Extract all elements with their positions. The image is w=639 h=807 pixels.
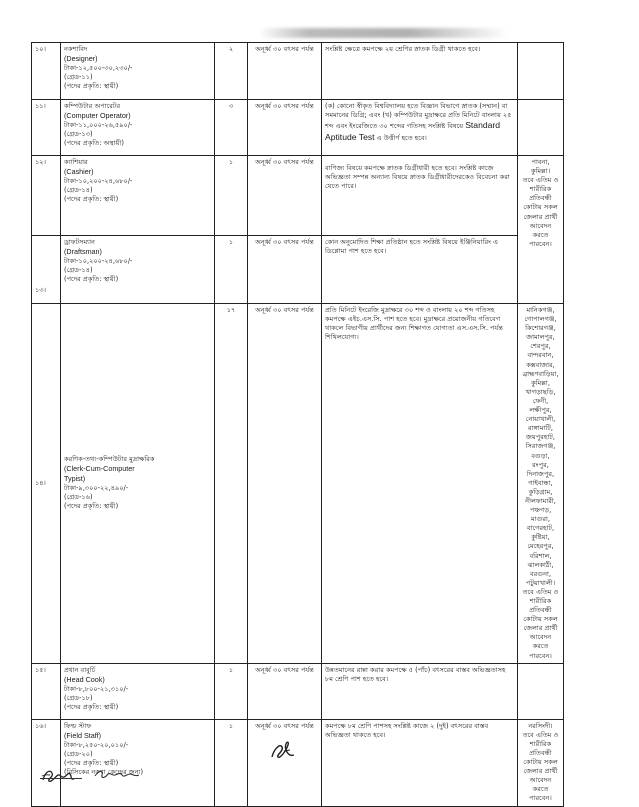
post-name-english: (Clerk-Cum-Computer bbox=[64, 464, 135, 474]
post-name-english-cont: Typist) bbox=[64, 474, 86, 484]
post-nature: (পদের প্রকৃতি: স্থায়ী) bbox=[64, 275, 119, 284]
post-count: ৩ bbox=[215, 100, 248, 156]
post-name-english: (Field Staff) bbox=[64, 730, 102, 740]
district-line: গাইবান্ধা, কুড়িগ্রাম, bbox=[528, 478, 553, 496]
table-row bbox=[32, 236, 564, 304]
district-line: জেলার প্রার্থী bbox=[523, 624, 558, 633]
district-line: নীলফামারী, পঞ্চগড়, bbox=[525, 496, 556, 515]
post-name-english: (Cashier) bbox=[64, 167, 94, 177]
grade: (গ্রেড-১৪) bbox=[64, 266, 93, 275]
serial-number: ১৬। bbox=[32, 719, 61, 806]
post-name-english: (Head Cook) bbox=[64, 674, 105, 684]
post-cell bbox=[61, 43, 215, 100]
post-nature: (পদের প্রকৃতি: স্থায়ী) bbox=[64, 758, 119, 767]
district-line: কক্সবাজার, bbox=[526, 360, 555, 369]
district-line: গোপালগঞ্জ, bbox=[524, 315, 557, 324]
post-count: ১ bbox=[215, 663, 248, 719]
district-line: পারবেন। bbox=[529, 651, 552, 660]
post-nature: (পদের প্রকৃতি: স্থায়ী) bbox=[64, 502, 119, 511]
district-line: বরিশাল, ঝালকাঠী, bbox=[527, 551, 554, 569]
post-name: করণিক-তথ্য-কম্পিউটার মুদ্রাক্ষরিক bbox=[64, 455, 155, 464]
age-limit: অনূর্ধ্ব ৩০ বৎসর পর্যন্ত bbox=[248, 100, 322, 156]
district-line: জেলার প্রার্থী bbox=[523, 212, 558, 221]
district-line: কুমিল্লা, খাগড়াছড়ি, bbox=[525, 378, 556, 396]
qualification: বাণিজ্য বিষয়ে কমপক্ষে স্নাতক ডিগ্রীধারী হতে হবে। সংশ্লিষ্ট কাজে অভিজ্ঞতা সম্পন্ন অন্যান্য বিষয়ে স্নাতক ডিগ্রীধারীদেরকেও বিবেচনা করা যেতে পারে। bbox=[322, 156, 518, 236]
district-line: আবেদন করতে bbox=[529, 776, 552, 794]
age-limit: অনূর্ধ্ব ৩০ বৎসর পর্যন্ত bbox=[248, 719, 322, 806]
grade: (গ্রেড-১১) bbox=[64, 73, 93, 82]
post-count: ১৭ bbox=[215, 304, 248, 664]
post-name-english: (Draftsman) bbox=[64, 247, 102, 257]
district-line: শারীরিক প্রতিবন্ধী bbox=[529, 739, 552, 757]
pay-scale: টাকা-১০,২০০-২৪,৬৮০/- bbox=[64, 257, 133, 266]
post-nature: (পদের প্রকৃতি: স্থায়ী) bbox=[64, 195, 119, 204]
qualification: কোন অনুমোদিত শিক্ষা প্রতিষ্ঠান হতে সংশ্লিষ্ট বিষয়ে ইঞ্জিনিয়ারিং এ ডিপ্লোমা পাশ হতে হবে। bbox=[322, 236, 518, 304]
district-line: কিশোরগঞ্জ, bbox=[525, 324, 556, 333]
age-limit: অনূর্ধ্ব ৩০ বৎসর পর্যন্ত bbox=[248, 236, 322, 304]
post-cell bbox=[61, 304, 215, 664]
district-line: কুষ্টিয়া, মেহেরপুর, bbox=[527, 533, 554, 551]
district-line: পারবেন। bbox=[529, 239, 552, 248]
district-line: রাঙ্গামাটি, bbox=[528, 424, 553, 433]
district-line: তবে এতিম ও bbox=[522, 587, 559, 596]
pay-scale: টাকা-৮,৮০০-২১,৩১০/- bbox=[64, 684, 129, 693]
qualification: সংশ্লিষ্ট ক্ষেত্রে কমপক্ষে ২য় শ্রেণির স্নাতক ডিগ্রী থাকতে হবে। bbox=[322, 43, 518, 100]
post-count: ১ bbox=[215, 236, 248, 304]
age-limit: অনূর্ধ্ব ৩০ বৎসর পর্যন্ত bbox=[248, 663, 322, 719]
district-cell bbox=[518, 304, 564, 664]
age-limit: অনূর্ধ্ব ৩০ বৎসর পর্যন্ত bbox=[248, 156, 322, 236]
grade: (গ্রেড-১৪) bbox=[64, 186, 93, 195]
post-name-english: (Designer) bbox=[64, 54, 98, 64]
post-name: ড্রাফটসম্যান bbox=[64, 238, 95, 246]
post-cell bbox=[61, 236, 215, 304]
qualification: প্রতি মিনিটে ইংরেজি মুদ্রাক্ষরে ৩০ শব্দ ও বাংলায় ২০ শব্দ গতিসহ কমপক্ষে এইচ.এস.সি. পাশ হতে হবে। মুদ্রাক্ষরে প্রয়োজনীয় গতিবেগ থাকলে বিভাগীয় প্রার্থীদের জন্য শিক্ষাগত যোগ্যতা এস.এস.সি. পর্যন্ত শিথিলযোগ্য। bbox=[322, 304, 518, 664]
serial-text: ১৪। bbox=[35, 478, 46, 487]
post-nature: (পদের প্রকৃতি: অস্থায়ী) bbox=[64, 139, 124, 148]
grade: (গ্রেড-১৬) bbox=[64, 493, 93, 502]
district-line: জয়পুরহাট, bbox=[526, 433, 555, 442]
grade: (গ্রেড-২০) bbox=[64, 749, 93, 758]
signature-second bbox=[93, 766, 145, 784]
post-cell bbox=[61, 156, 215, 236]
post-name: ফিল্ড স্টাফ bbox=[64, 721, 92, 730]
post-cell bbox=[61, 100, 215, 156]
pay-scale: টাকা-৯,৩০০-২২,৪৯০/- bbox=[64, 484, 129, 493]
district-line: কোটায় সকল bbox=[523, 615, 558, 624]
qualification-test-name: Standard Aptitude Test bbox=[325, 120, 501, 143]
post-cell bbox=[61, 719, 215, 806]
district-line: শারীরিক প্রতিবন্ধী bbox=[529, 185, 552, 203]
district-line: কোটায় সকল bbox=[523, 203, 558, 212]
district-line: নোয়াখালী, bbox=[525, 415, 556, 424]
pay-scale: টাকা-৮,২৫০-২০,০১০/- bbox=[64, 740, 129, 749]
district-line: আবেদন করতে bbox=[529, 221, 552, 239]
district-line: মানিকগঞ্জ, bbox=[526, 306, 555, 314]
serial-number: ১১। bbox=[32, 100, 61, 156]
district-line: মাগুরা, বাগেরহাট, bbox=[526, 515, 555, 533]
table-row bbox=[32, 304, 564, 664]
qualification: কমপক্ষে ৮ম শ্রেণি পাশসহ সংশ্লিষ্ট কাজে ২ (দুই) বৎসরের বাস্তব অভিজ্ঞতা থাকতে হবে। bbox=[322, 719, 518, 806]
district-line: কোটায় সকল bbox=[523, 758, 558, 767]
post-name: প্রধান বাবুর্চি bbox=[64, 665, 96, 674]
table-row bbox=[32, 100, 564, 156]
signature-initial-mark bbox=[268, 737, 298, 763]
district-line: রংপুর, দিনাজপুর, bbox=[526, 460, 555, 478]
table-row bbox=[32, 156, 564, 236]
job-table bbox=[31, 42, 564, 807]
post-nature: (পদের প্রকৃতি: স্থায়ী) bbox=[64, 702, 119, 711]
post-count: ১ bbox=[215, 719, 248, 806]
district-cell bbox=[518, 43, 564, 100]
district-line: আবেদন করতে bbox=[529, 633, 552, 651]
district-line: শারীরিক প্রতিবন্ধী bbox=[529, 597, 552, 615]
post-name: ক্যাশিয়ার bbox=[64, 158, 88, 166]
signature-underline bbox=[40, 778, 82, 779]
district-line: পারবেন। bbox=[529, 794, 552, 803]
grade: (গ্রেড-১৩) bbox=[64, 130, 93, 139]
post-name: নকশাবিদ bbox=[64, 45, 88, 53]
serial-text: ১৩। bbox=[35, 285, 46, 294]
district-line: জেলার প্রার্থী bbox=[523, 767, 558, 776]
qualification: উন্নতমানের রান্না করার কমপক্ষে ৫ (পাঁচ) বৎসরের বাস্তব অভিজ্ঞতাসহ ৮ম শ্রেণি পাশ হতে হবে। bbox=[322, 663, 518, 719]
district-cell bbox=[518, 156, 564, 304]
district-line: নরসিংদী। bbox=[528, 721, 553, 730]
scan-smudge bbox=[258, 28, 508, 38]
table-row bbox=[32, 43, 564, 100]
pay-scale: টাকা-১২,৫০০-৩০,২৩০/- bbox=[64, 64, 133, 73]
post-name: কম্পিউটার অপারেটর bbox=[64, 102, 121, 110]
age-limit: অনূর্ধ্ব ৩০ বৎসর পর্যন্ত bbox=[248, 43, 322, 100]
serial-number: ১০। bbox=[32, 43, 61, 100]
grade: (গ্রেড-১৮) bbox=[64, 693, 93, 702]
district-line: সিরাজগঞ্জ, বগুড়া, bbox=[525, 442, 556, 460]
district-line: জামালপুর, শেরপুর, bbox=[526, 333, 555, 351]
post-count: ১ bbox=[215, 156, 248, 236]
post-nature: (পদের প্রকৃতি: স্থায়ী) bbox=[64, 82, 119, 91]
serial-number bbox=[32, 304, 61, 664]
qualification bbox=[322, 100, 518, 156]
district-line: বরগুনা, পটুয়াখালী। bbox=[525, 569, 556, 587]
signature-left bbox=[40, 766, 86, 786]
serial-number bbox=[32, 236, 61, 304]
district-cell bbox=[518, 719, 564, 806]
serial-number: ১৫। bbox=[32, 663, 61, 719]
post-count: ২ bbox=[215, 43, 248, 100]
qualification-text-end: এ উত্তীর্ণ হতে হবে। bbox=[376, 134, 427, 143]
district-line: ব্রাহ্মণবাড়িয়া, bbox=[522, 369, 559, 378]
post-note: (বিসিকের নকশা কেন্দ্রের জন্য) bbox=[64, 767, 144, 776]
district-line: তবে এতিম ও bbox=[522, 176, 559, 185]
pay-scale: টাকা-১০,২০০-২৪,৬৮০/- bbox=[64, 177, 133, 186]
district-cell bbox=[518, 663, 564, 719]
district-cell bbox=[518, 100, 564, 156]
district-line: ফেনী, লক্ষীপুর, bbox=[529, 396, 552, 415]
district-line: বান্দরবান, bbox=[527, 351, 554, 360]
serial-number: ১২। bbox=[32, 156, 61, 236]
age-limit: অনূর্ধ্ব ৩০ বৎসর পর্যন্ত bbox=[248, 304, 322, 664]
pay-scale: টাকা-১১,০০০-২৬,৫৯০/- bbox=[64, 121, 133, 130]
district-line: পাবনা, কুমিল্লা। bbox=[530, 158, 551, 176]
qualification-text: (ক) কোনো স্বীকৃত বিশ্ববিদ্যালয় হতে বিজ্ঞান বিভাগে স্নাতক (সম্মান) বা সমমানের ডিগ্রি; এবং (খ) কম্পিউটার মুদ্রাক্ষরে প্রতি মিনিটে বাংলায় ২৫ শব্দ এবং ইংরেজিতে ৩০ শব্দের গতিসহ সংশ্লিষ্ট বিষয়ে bbox=[325, 102, 512, 131]
post-name-english: (Computer Operator) bbox=[64, 111, 131, 121]
table-row bbox=[32, 663, 564, 719]
post-cell bbox=[61, 663, 215, 719]
district-line: তবে এতিম ও bbox=[522, 730, 559, 739]
